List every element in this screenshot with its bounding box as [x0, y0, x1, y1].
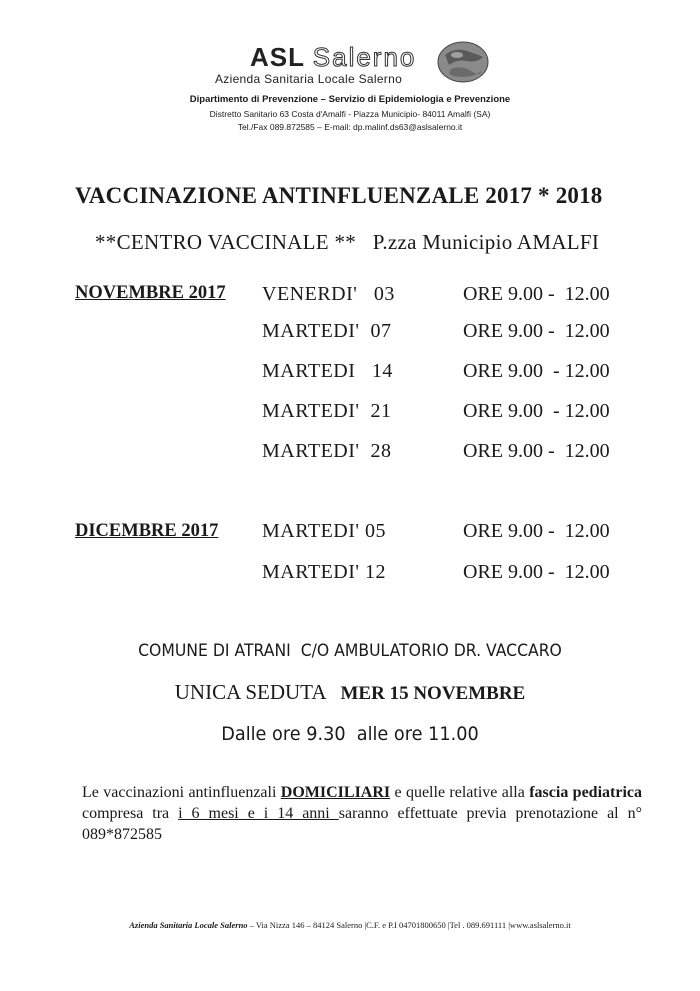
district-line: Distretto Sanitario 63 Costa d'Amalfi - Piazza Municipio- 84011 Amalfi (SA): [209, 109, 491, 119]
single-session-date: MER 15 NOVEMBRE: [340, 683, 526, 704]
schedule-day: MARTEDI' 12: [262, 561, 387, 583]
schedule-hours: ORE 9.00 - 12.00: [463, 400, 610, 422]
globe-logo-icon: [437, 41, 489, 83]
month-november: NOVEMBRE 2017: [75, 283, 226, 303]
schedule-hours: ORE 9.00 - 12.00: [463, 520, 610, 542]
asl-logo-text: [250, 42, 416, 73]
single-session-label: UNICA SEDUTA: [174, 680, 327, 704]
schedule-hours: ORE 9.00 - 12.00: [463, 360, 610, 382]
logo-accent: Salerno: [312, 42, 417, 72]
atrani-location: COMUNE DI ATRANI C/O AMBULATORIO DR. VACCARO: [138, 641, 562, 661]
page-title: VACCINAZIONE ANTINFLUENZALE 2017 * 2018: [75, 183, 603, 208]
schedule-day: VENERDI' 03: [262, 283, 395, 305]
single-session: [0, 680, 700, 705]
booking-note: [82, 782, 642, 845]
schedule-hours: ORE 9.00 - 12.00: [463, 561, 610, 583]
footer-details: – Via Nizza 146 – 84124 Salerno |C.F. e P.I 04701800650 |Tel . 089.691111 |www.aslsalerno.it: [247, 920, 571, 930]
note-age-range: i 6 mesi e i 14 anni: [178, 805, 339, 822]
schedule-day: MARTEDI' 05: [262, 520, 387, 542]
session-hours: Dalle ore 9.30 alle ore 11.00: [221, 723, 479, 745]
vaccination-center: **CENTRO VACCINALE ** P.zza Municipio AMALFI: [95, 230, 600, 254]
footer-org: Azienda Sanitaria Locale Salerno: [129, 920, 248, 930]
schedule-hours: ORE 9.00 - 12.00: [463, 283, 610, 305]
schedule-day: MARTEDI' 07: [262, 320, 392, 342]
logo-subtitle: Azienda Sanitaria Locale Salerno: [215, 72, 403, 86]
footer: [0, 920, 700, 930]
department-line: Dipartimento di Prevenzione – Servizio di Epidemiologia e Prevenzione: [189, 94, 511, 105]
schedule-day: MARTEDI 14: [262, 360, 393, 382]
note-text: Le vaccinazioni antinfluenzali: [82, 784, 281, 801]
month-december: DICEMBRE 2017: [75, 521, 219, 541]
note-home-visits: DOMICILIARI: [280, 784, 391, 801]
schedule-hours: ORE 9.00 - 12.00: [463, 440, 610, 462]
note-text: e quelle relative alla: [390, 784, 530, 801]
schedule-day: MARTEDI' 28: [262, 440, 392, 462]
contacts-line: Tel./Fax 089.872585 – E-mail: dp.malinf.ds63@aslsalerno.it: [237, 122, 463, 132]
note-phone: saranno effettuate previa prenotazione al n° 089*872585: [82, 805, 642, 843]
note-text: compresa tra: [82, 805, 179, 822]
schedule-day: MARTEDI' 21: [262, 400, 392, 422]
schedule-hours: ORE 9.00 - 12.00: [463, 320, 610, 342]
note-pediatric: fascia pediatrica: [529, 784, 643, 801]
logo-main: ASL: [250, 42, 305, 72]
